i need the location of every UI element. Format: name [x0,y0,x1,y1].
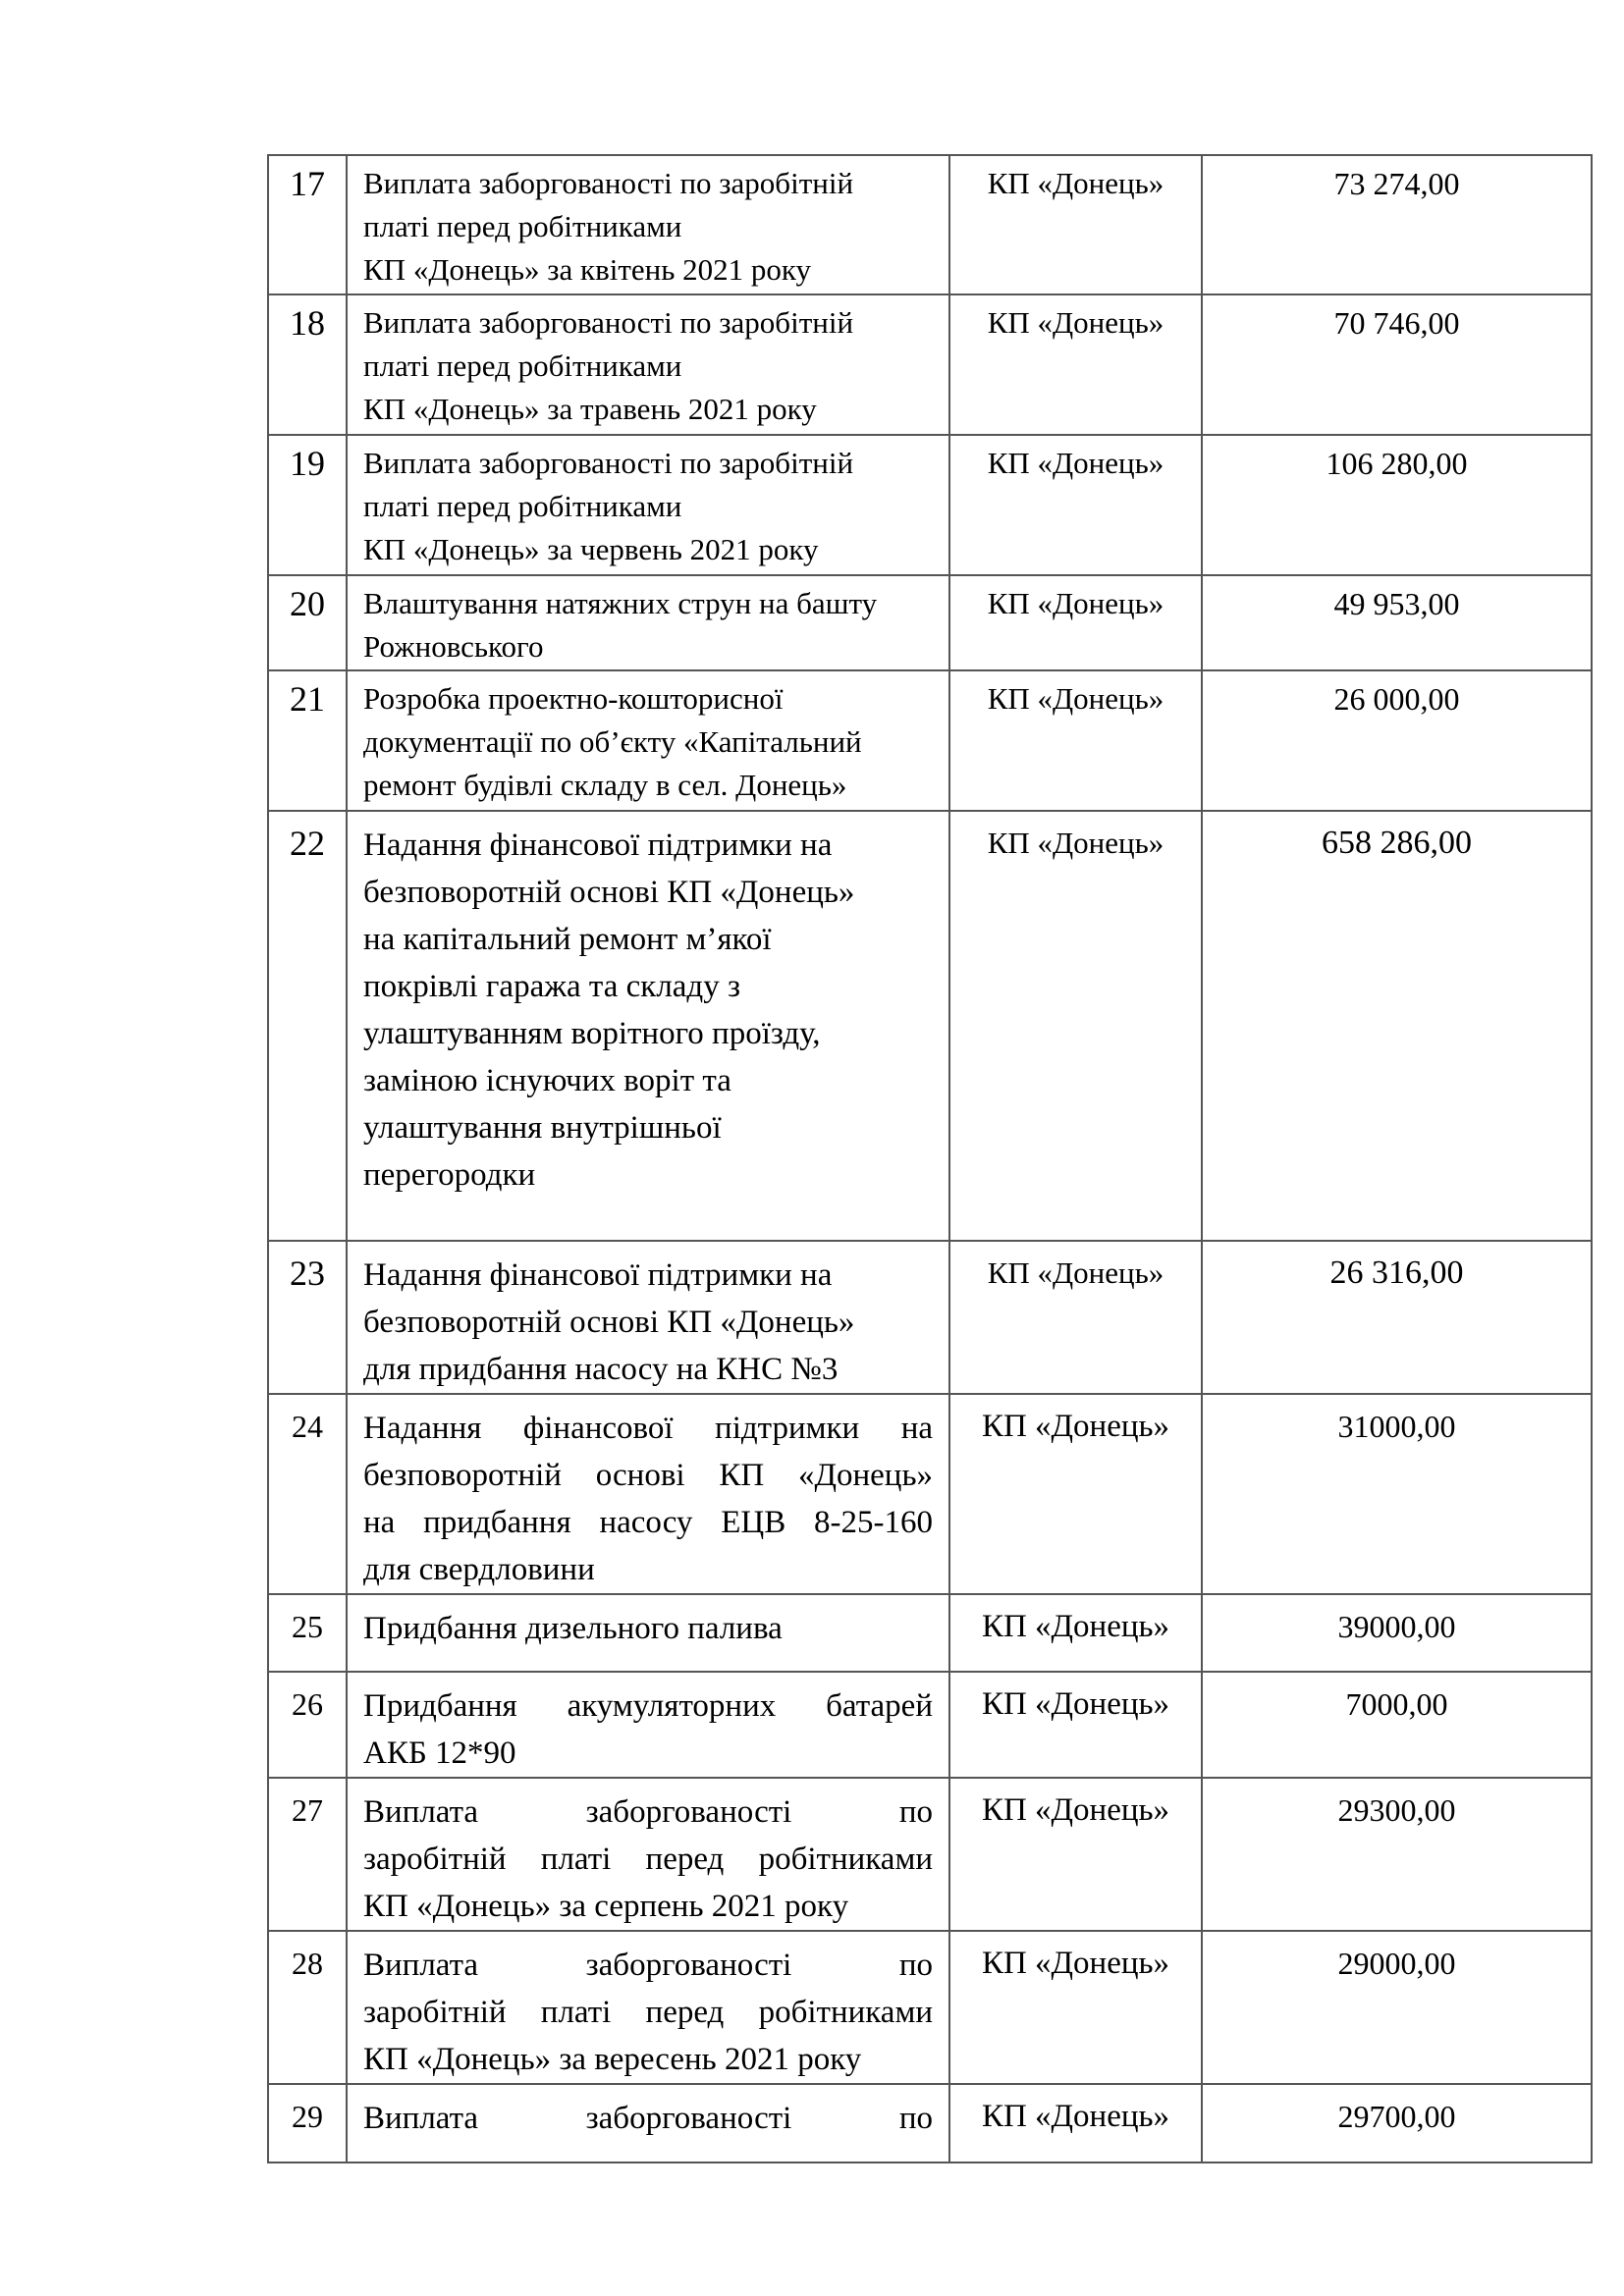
row-number: 20 [268,575,347,670]
row-amount: 29700,00 [1202,2084,1592,2163]
row-number: 26 [268,1672,347,1778]
row-amount: 29300,00 [1202,1778,1592,1931]
row-organization: КП «Донець» [949,1778,1202,1931]
table-row [268,2084,1592,2163]
row-organization: КП «Донець» [949,1931,1202,2084]
row-number: 27 [268,1778,347,1931]
row-organization: КП «Донець» [949,294,1202,435]
row-description: Надання фінансової підтримки на безповоротній основі КП «Донець» на капітальний ремонт м’якої покрівлі гаража та складу з улаштуванням ворітного проїзду, заміною існуючих воріт та улаштування внутрішньої перегородки [347,811,949,1241]
row-amount: 26 000,00 [1202,670,1592,811]
row-organization: КП «Донець» [949,575,1202,670]
table-row [268,1394,1592,1594]
table-row [268,1594,1592,1672]
row-organization: КП «Донець» [949,1672,1202,1778]
row-description: Виплата заборгованості по заробітній платі перед робітниками КП «Донець» за квітень 2021 року [347,155,949,294]
row-amount: 29000,00 [1202,1931,1592,2084]
table-row [268,294,1592,435]
row-description: Виплата заборгованості по заробітній платі перед робітниками КП «Донець» за травень 2021 року [347,294,949,435]
row-amount: 31000,00 [1202,1394,1592,1594]
table-row [268,1778,1592,1931]
row-number: 18 [268,294,347,435]
row-organization: КП «Донець» [949,1241,1202,1394]
row-description: Придбання дизельного палива [347,1594,949,1672]
row-number: 29 [268,2084,347,2163]
row-amount: 26 316,00 [1202,1241,1592,1394]
row-number: 19 [268,435,347,575]
row-amount: 49 953,00 [1202,575,1592,670]
row-amount: 70 746,00 [1202,294,1592,435]
row-number: 17 [268,155,347,294]
table-row [268,575,1592,670]
row-description: Виплата заборгованості по [347,2084,949,2163]
row-amount: 73 274,00 [1202,155,1592,294]
row-description: Виплата заборгованості по заробітній платі перед робітниками КП «Донець» за червень 2021 року [347,435,949,575]
table-row [268,670,1592,811]
row-description: Виплата заборгованості по заробітній платі перед робітниками КП «Донець» за серпень 2021 року [347,1778,949,1931]
row-number: 24 [268,1394,347,1594]
row-amount: 7000,00 [1202,1672,1592,1778]
row-description: Надання фінансової підтримки на безповоротній основі КП «Донець» на придбання насосу ЕЦВ 8-25-160 для свердловини [347,1394,949,1594]
budget-table [267,154,1593,2163]
row-description: Надання фінансової підтримки на безповоротній основі КП «Донець» для придбання насосу на КНС №3 [347,1241,949,1394]
row-organization: КП «Донець» [949,155,1202,294]
row-number: 21 [268,670,347,811]
row-description: Придбання акумуляторних батарей АКБ 12*90 [347,1672,949,1778]
row-description: Розробка проектно-кошторисної документації по об’єкту «Капітальний ремонт будівлі складу в сел. Донець» [347,670,949,811]
row-organization: КП «Донець» [949,1394,1202,1594]
table-row [268,1241,1592,1394]
row-amount: 106 280,00 [1202,435,1592,575]
row-number: 25 [268,1594,347,1672]
row-organization: КП «Донець» [949,811,1202,1241]
row-organization: КП «Донець» [949,670,1202,811]
table-row [268,1672,1592,1778]
row-description: Виплата заборгованості по заробітній платі перед робітниками КП «Донець» за вересень 2021 року [347,1931,949,2084]
row-organization: КП «Донець» [949,2084,1202,2163]
row-amount: 39000,00 [1202,1594,1592,1672]
row-number: 28 [268,1931,347,2084]
row-number: 23 [268,1241,347,1394]
table-row [268,1931,1592,2084]
table-row [268,155,1592,294]
row-organization: КП «Донець» [949,1594,1202,1672]
row-description: Влаштування натяжних струн на башту Рожновського [347,575,949,670]
row-number: 22 [268,811,347,1241]
row-amount: 658 286,00 [1202,811,1592,1241]
table-row [268,435,1592,575]
row-organization: КП «Донець» [949,435,1202,575]
table-row [268,811,1592,1241]
